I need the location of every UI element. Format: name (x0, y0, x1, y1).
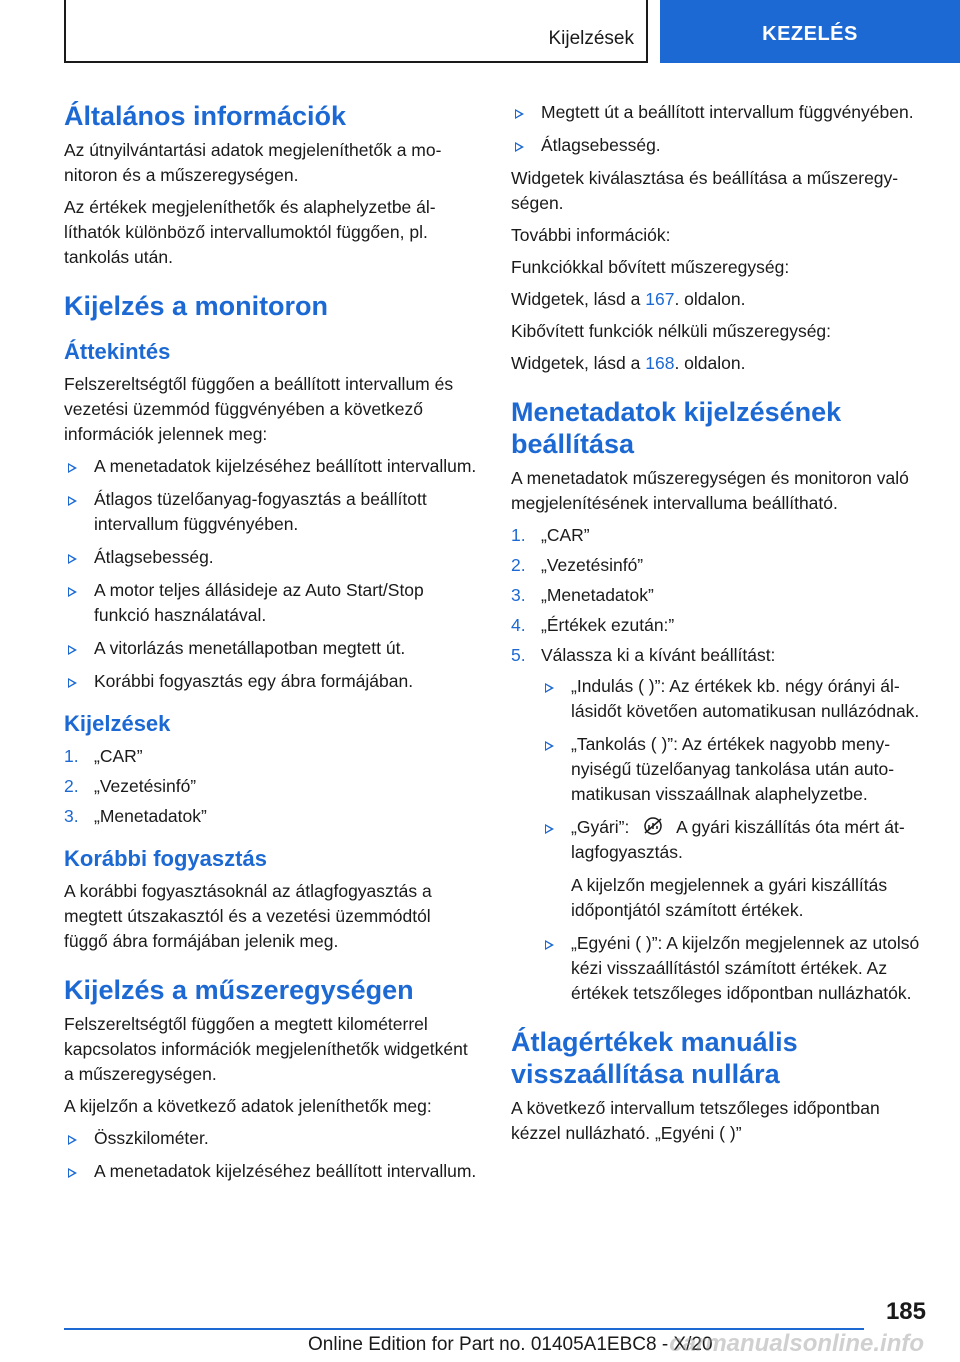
triangle-bullet-icon (545, 940, 554, 950)
header-section-title: Kijelzések (548, 28, 634, 49)
factory-consumption-icon (640, 816, 666, 836)
triangle-bullet-icon (68, 554, 77, 564)
factory-note: A kijelzőn megjelennek a gyári kiszállítás időpontjától számított értékek. (571, 875, 888, 920)
list-item: „Egyéni ( )”: A kijelzőn megjelennek az utolsó kézi visszaállítástól számított értékek. Az értékek tetszőleges időpontban nullázhatók. (541, 931, 925, 1006)
heading-displays: Kijelzések (64, 711, 171, 736)
paragraph: További információk: (511, 225, 671, 245)
list-item: Összkilométer. (64, 1126, 478, 1151)
paragraph: Kibővített funkciók nélküli műszeregység: (511, 321, 832, 341)
paragraph: Az értékek megjeleníthetők és alaphelyzetbe állíthatók különböző intervallumoktól függően, pl. tankolás után. (64, 197, 436, 267)
triangle-bullet-icon (68, 645, 77, 655)
paragraph: Felszereltségtől függően a beállított intervallum és vezetési üzemmód függvényében a következő információk jelennek meg: (64, 374, 454, 444)
heading-overview: Áttekintés (64, 339, 171, 364)
triangle-bullet-icon (545, 741, 554, 751)
cluster-list-continued (511, 100, 925, 158)
list-item: Átlagsebesség. (64, 545, 478, 570)
list-item: A vitorlázás menetállapotban megtett út. (64, 636, 478, 661)
displays-steps (64, 744, 478, 829)
paragraph: A kijelzőn a következő adatok jeleníthetők meg: (64, 1096, 432, 1116)
heading-cluster: Kijelzés a műszeregységen (64, 975, 414, 1005)
header-chapter-tab: KEZELÉS (660, 0, 960, 63)
heading-previous-consumption: Korábbi fogyasztás (64, 846, 267, 871)
list-item: A menetadatok kijelzéséhez beállított intervallum. (64, 454, 478, 479)
page-number: 185 (885, 1298, 926, 1325)
paragraph: Felszereltségtől függően a megtett kilométerrel kapcsolatos információk megjeleníthetők widgetként a műszeregységen. (64, 1014, 468, 1084)
overview-list (64, 454, 478, 694)
triangle-bullet-icon (68, 1168, 77, 1178)
heading-reset: Átlagértékek manuális visszaállítása nullára (511, 1027, 798, 1089)
left-column (64, 100, 478, 1192)
heading-general: Általános információk (64, 101, 347, 131)
paragraph: Widgetek, lásd a 167. oldalon. (511, 289, 746, 309)
setting-options-list (541, 674, 925, 1006)
list-item: Átlagos tüzelőanyag-fogyasztás a beállított intervallum függvényében. (64, 487, 478, 537)
triangle-bullet-icon (545, 824, 554, 834)
triangle-bullet-icon (68, 463, 77, 473)
setting-steps (511, 523, 925, 668)
header-frame (64, 0, 648, 63)
right-column (511, 100, 925, 1153)
triangle-bullet-icon (515, 109, 524, 119)
list-item: „Tankolás ( )”: Az értékek nagyobb menynyiségű tüzelőanyag tankolása után automatikusan visszaállnak alaphelyzetbe. (541, 732, 925, 807)
list-item: A menetadatok kijelzéséhez beállított intervallum. (64, 1159, 478, 1184)
page-link-168[interactable]: 168 (645, 353, 675, 373)
triangle-bullet-icon (68, 496, 77, 506)
list-item: „Gyári”: A gyári kiszállítás óta mért átlagfogyasztás. A kijelzőn megjelennek a gyári kiszállítás időpontjától számított értékek. (541, 815, 925, 923)
step-item: 1. „CAR” (64, 746, 143, 766)
paragraph: Widgetek kiválasztása és beállítása a műszeregységen. (511, 168, 899, 213)
list-item: A motor teljes állásideje az Auto Start/Stop funkció használatával. (64, 578, 478, 628)
watermark: carmanualsonline.info (669, 1330, 924, 1357)
paragraph: Az útnyilvántartási adatok megjeleníthetők a monitoron és a műszeregységen. (64, 140, 442, 185)
step-item: 2. „Vezetésinfó” (64, 776, 197, 796)
list-item: „Indulás ( )”: Az értékek kb. négy órányi állásidőt követően automatikusan nullázódnak. (541, 674, 925, 724)
paragraph: A korábbi fogyasztásoknál az átlagfogyasztás a megtett útszakasztól és a vezetési üzemmódtól függő ábra formájában jelenik meg. (64, 881, 432, 951)
step-item: 3. „Menetadatok” (64, 806, 207, 826)
paragraph: A következő intervallum tetszőleges időpontban kézzel nullázható. „Egyéni ( )” (511, 1098, 880, 1143)
step-item: 5. Válassza ki a kívánt beállítást: (511, 645, 776, 665)
paragraph: Widgetek, lásd a 168. oldalon. (511, 353, 746, 373)
paragraph: Funkciókkal bővített műszeregység: (511, 257, 790, 277)
step-item: 1. „CAR” (511, 525, 590, 545)
cluster-list (64, 1126, 478, 1184)
triangle-bullet-icon (515, 142, 524, 152)
list-item: Átlagsebesség. (511, 133, 925, 158)
step-item: 2. „Vezetésinfó” (511, 555, 644, 575)
footer-edition: Online Edition for Part no. 01405A1EBC8 - X/20 (308, 1334, 713, 1355)
list-item: Korábbi fogyasztás egy ábra formájában. (64, 669, 478, 694)
triangle-bullet-icon (545, 683, 554, 693)
page-link-167[interactable]: 167 (645, 289, 675, 309)
heading-monitor: Kijelzés a monitoron (64, 291, 329, 321)
heading-setting: Menetadatok kijelzésének beállítása (511, 397, 842, 459)
triangle-bullet-icon (68, 678, 77, 688)
triangle-bullet-icon (68, 587, 77, 597)
list-item: Megtett út a beállított intervallum függvényében. (511, 100, 925, 125)
triangle-bullet-icon (68, 1135, 77, 1145)
step-item: 4. „Értékek ezután:” (511, 615, 675, 635)
paragraph: A menetadatok műszeregységen és monitoron való megjelenítésének intervalluma beállítható. (511, 468, 909, 513)
step-item: 3. „Menetadatok” (511, 585, 654, 605)
